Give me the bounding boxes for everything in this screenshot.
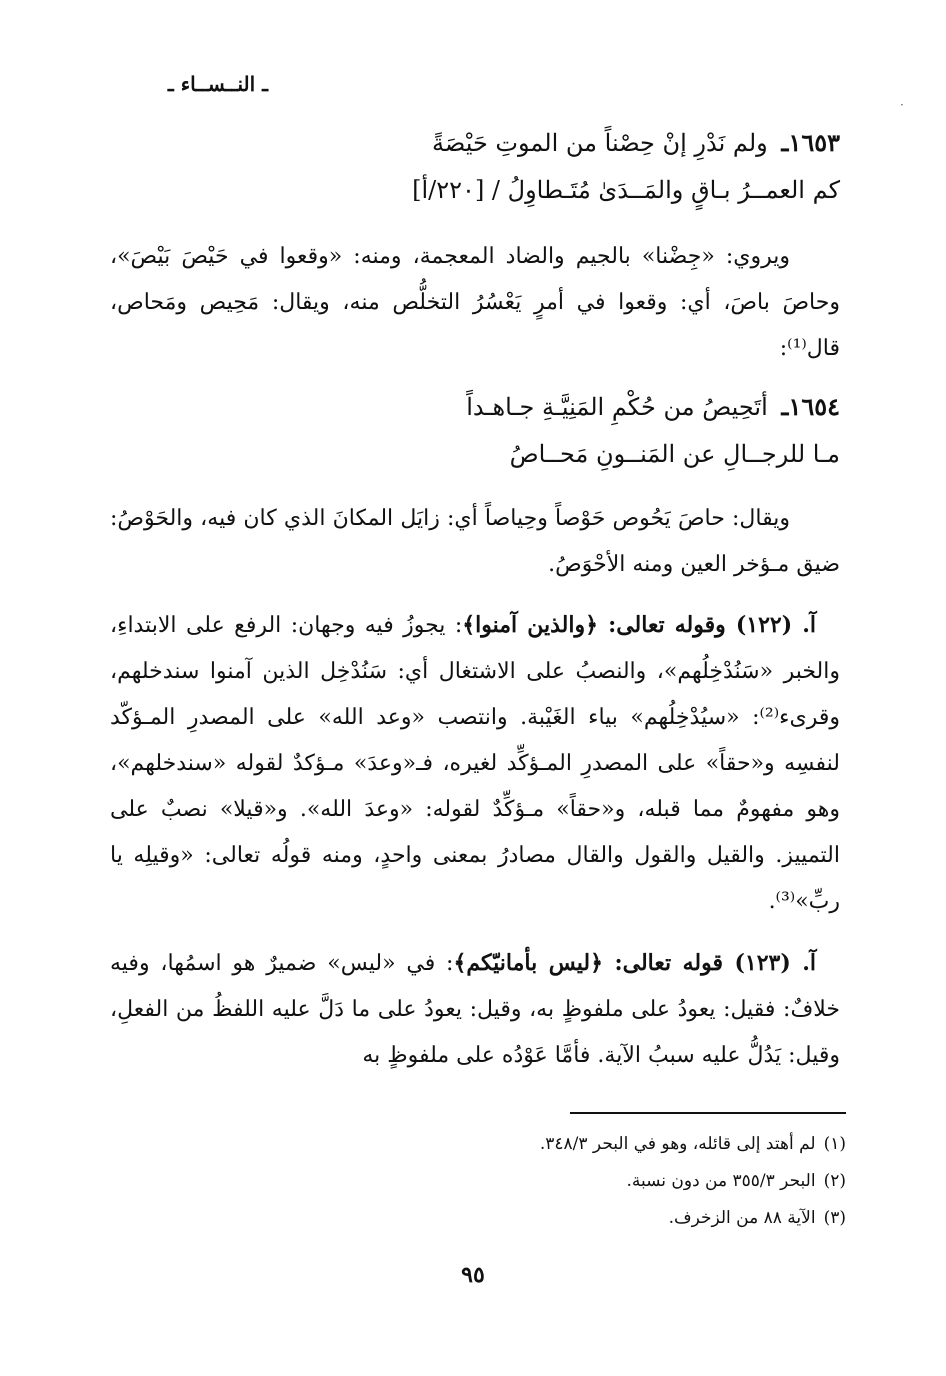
footnote-text: البحر ٣٥٥/٣ من دون نسبة. [626, 1171, 816, 1191]
verse-1654-line-2: مـا للرجــالِ عن المَنــونِ مَحــاصُ [509, 440, 840, 468]
verse-number: ١٦٥٤ـ [781, 392, 840, 421]
footnote-3 [146, 1200, 846, 1237]
footnote-text: الآية ٨٨ من الزخرف. [668, 1208, 816, 1228]
verse-1653-line-2: كم العمــرُ بـاقٍ والمَــدَىٰ مُتَـطاوِلُ / [٢٢٠/أ] [412, 176, 840, 204]
footnote-number: (٣) [823, 1208, 846, 1228]
verse-reference: آ. (١٢٣) قوله تعالى: ﴿ليس بأمانيّكم﴾ [453, 950, 817, 976]
commentary-paragraph-4 [110, 940, 840, 1079]
paragraph-text: ويروي: «جِضْنا» بالجيم والضاد المعجمة، ومنه: «وقعوا في حَيْصَ بَيْصَ»، وحاصَ باصَ، أي: وقعوا في أمرٍ يَعْسُرُ التخلُّص منه، ويقال: مَحِيص ومَحاص، قال⁽¹⁾: [110, 244, 840, 361]
margin-mark: · [900, 98, 904, 112]
footnote-1 [146, 1126, 846, 1163]
footnotes [146, 1126, 846, 1237]
page-number: ٩٥ [461, 1262, 485, 1288]
paragraph-body [110, 940, 840, 1079]
commentary-paragraph-3 [110, 602, 840, 925]
footnote-2 [146, 1163, 846, 1200]
verse-text: ولم نَدْرِ إنْ حِصْناً من الموتِ حَيْصَةً [432, 129, 768, 157]
footnote-text: لم أهتد إلى قائله، وهو في البحر ٣٤٨/٣. [539, 1134, 816, 1154]
verse-1654-line-1 [466, 392, 840, 421]
verse-text: أتَحِيصُ من حُكْمِ المَنِيَّـةِ جـاهـداً [466, 393, 768, 421]
paragraph-body [110, 602, 840, 925]
footnote-number: (١) [823, 1134, 846, 1154]
paragraph-text: ويقال: حاصَ يَحُوص حَوْصاً وحِياصاً أي: زايَل المكانَ الذي كان فيه، والحَوْصُ: ضيق مـؤخر العين ومنه الأحْوَصُ. [110, 506, 840, 577]
paragraph-text: : في «ليس» ضميرٌ هو اسمُها، وفيه خلافٌ: فقيل: يعودُ على ملفوظٍ به، وقيل: يعودُ على ما دَلَّ عليه اللفظُ من الفعلِ، وقيل: يَدُلُّ عليه سببُ الآية. فأمَّا عَوْدُه على ملفوظٍ به [110, 951, 840, 1068]
running-header: ـ النــســاء ـ [167, 72, 268, 96]
footnote-divider [570, 1112, 846, 1114]
commentary-paragraph-2 [110, 496, 840, 588]
verse-number: ١٦٥٣ـ [781, 128, 840, 157]
verse-reference: آ. (١٢٢) وقوله تعالى: ﴿والذين آمنوا﴾ [462, 612, 816, 638]
footnote-number: (٢) [823, 1171, 846, 1191]
verse-1653-line-1 [432, 128, 840, 157]
commentary-paragraph-1 [110, 234, 840, 372]
paragraph-text: : يجوزُ فيه وجهان: الرفع على الابتداءِ، والخبر «سَنُدْخِلُهم»، والنصبُ على الاشتغال أي: سَنُدْخِل الذين آمنوا سندخلهم، وقرىء⁽²⁾: «سيُدْخِلُهم» بياء الغَيْبة. وانتصب «وعد الله» على المصدرِ المـؤكّد لنفسِه و«حقاً» على المصدرِ المـؤكِّد لغيره، فـ«وعدَ» مـؤكدٌ لقوله «سندخلهم»، وهو مفهومٌ مما قبله، و«حقاً» مـؤكِّدٌ لقوله: «وعدَ الله». و«قيلا» نصبٌ على التمييز. والقيل والقول والقال مصادرُ بمعنى واحدٍ، ومنه قولُه تعالى: «وقيلِه يا ربِّ»⁽³⁾. [110, 613, 840, 914]
